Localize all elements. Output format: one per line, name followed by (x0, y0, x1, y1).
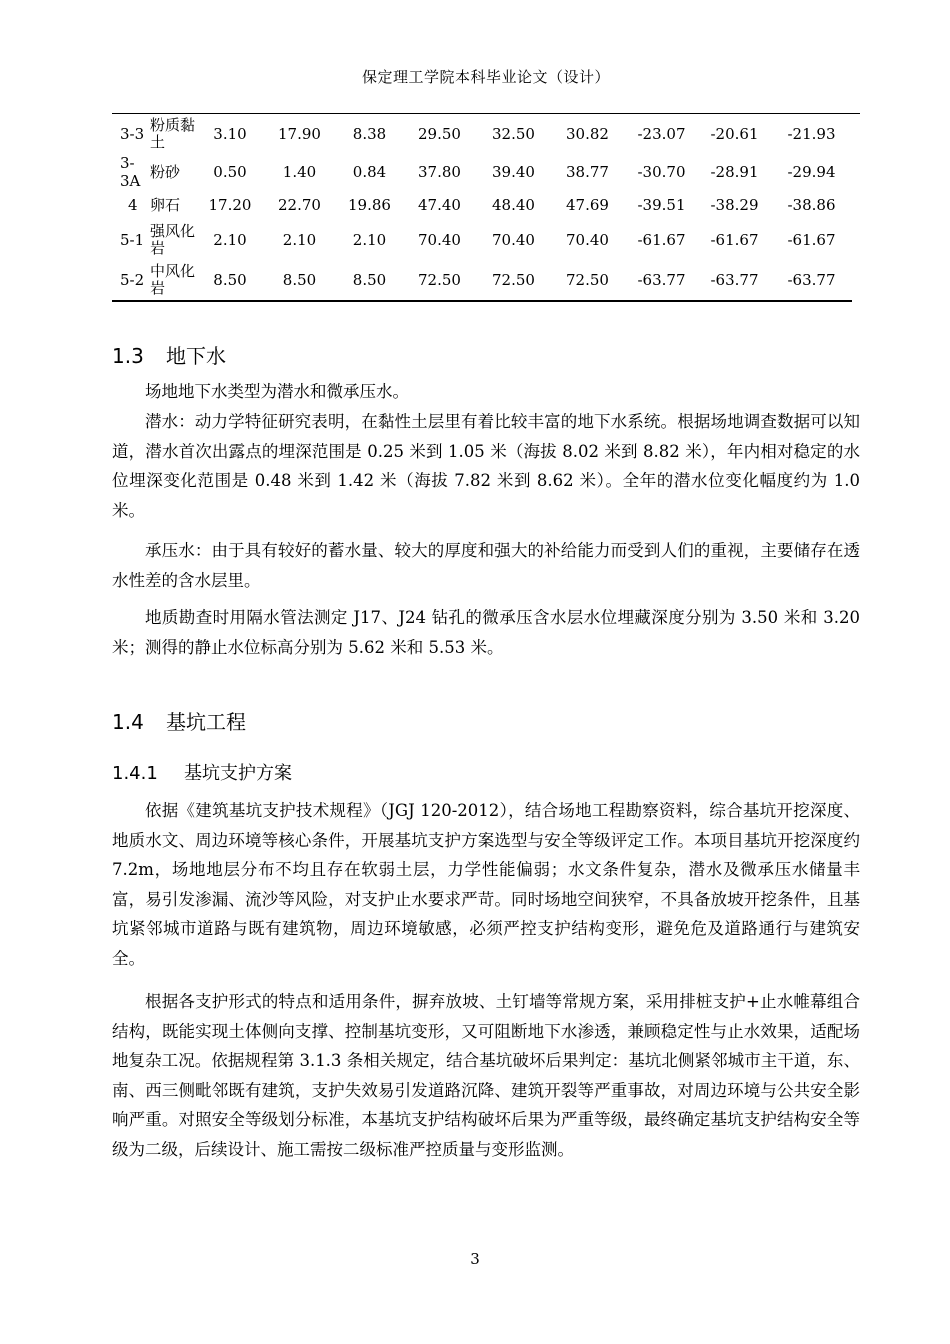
soil-layer-table-continued (112, 114, 852, 302)
cell: 48.40 (492, 196, 535, 214)
paragraph: 地质勘查时用隔水管法测定 J17、J24 钻孔的微承压含水层水位埋藏深度分别为 3.50 米和 3.20 米；测得的静止水位标高分别为 5.62 米和 5.53 米。 (112, 608, 860, 657)
table-row (112, 154, 852, 190)
cell: -30.70 (637, 163, 686, 181)
cell: -61.67 (787, 231, 836, 249)
section-heading-1-4-1 (112, 759, 292, 785)
cell: -29.94 (787, 163, 836, 181)
cell: -63.77 (625, 260, 698, 301)
cell: 2.10 (213, 231, 247, 249)
soil-layer-table (112, 114, 852, 302)
cell: 30.82 (566, 125, 609, 143)
cell: 8.50 (198, 260, 262, 301)
cell: 17.90 (278, 125, 321, 143)
cell: 17.20 (208, 196, 252, 214)
cell: -38.29 (710, 196, 759, 214)
cell: -28.91 (710, 163, 759, 181)
layer-id: 4 (128, 196, 138, 214)
section-number: 1.3 (112, 344, 144, 368)
cell: 39.40 (492, 163, 535, 181)
section-heading-1-4 (112, 706, 246, 735)
cell: 72.50 (477, 260, 550, 301)
soil-name: 强风化岩 (150, 222, 196, 257)
section-number: 1.4 (112, 710, 144, 734)
paragraph: 根据各支护形式的特点和适用条件，摒弃放坡、土钉墙等常规方案，采用排桩支护+止水帷幕组合结构，既能实现土体侧向支撑、控制基坑变形，又可阻断地下水渗透，兼顾稳定性与止水效果，适配场地复杂工况。依据规程第 3.1.3 条相关规定，结合基坑破坏后果判定：基坑北侧紧邻城市主干道，东、南、西三侧毗邻既有建筑，支护失效易引发道路沉降、建筑开裂等严重事故，对周边环境与公共安全影响严重。对照安全等级划分标准，本基坑支护结构破坏后果为严重等级，最终确定基坑支护结构安全等级为二级，后续设计、施工需按二级标准严控质量与变形监测。 (112, 992, 860, 1159)
cell: -21.93 (787, 125, 836, 143)
soil-name: 粉砂 (150, 162, 181, 181)
cell: 8.50 (337, 260, 402, 301)
cell: 3.10 (213, 125, 247, 143)
soil-name: 卵石 (150, 195, 181, 214)
cell: 72.50 (402, 260, 477, 301)
layer-id: 5-1 (120, 231, 145, 249)
cell: 2.10 (352, 231, 387, 249)
cell: 22.70 (278, 196, 321, 214)
cell: -63.77 (771, 260, 852, 301)
paragraph: 承压水：由于具有较好的蓄水量、较大的厚度和强大的补给能力而受到人们的重视，主要储存在透水性差的含水层里。 (112, 541, 860, 590)
cell: 8.50 (262, 260, 337, 301)
cell: 1.40 (282, 163, 317, 181)
page-header: 保定理工学院本科毕业论文（设计） (361, 68, 610, 86)
cell: 47.69 (566, 196, 609, 214)
cell: 72.50 (550, 260, 625, 301)
table-row (112, 220, 852, 260)
section-title: 基坑支护方案 (184, 763, 292, 784)
layer-id: 3-3A (120, 154, 141, 190)
paragraph: 依据《建筑基坑支护技术规程》（JGJ 120-2012），结合场地工程勘察资料，综合基坑开挖深度、地质水文、周边环境等核心条件，开展基坑支护方案选型与安全等级评定工作。本项目基坑开挖深度约 7.2m，场地地层分布不均且存在软弱土层，力学性能偏弱；水文条件复杂，潜水及微承压水储量丰富，易引发渗漏、流沙等风险，对支护止水要求严苛。同时场地空间狭窄，不具备放坡开挖条件，且基坑紧邻城市道路与既有建筑物，周边环境敏感，必须严控支护结构变形，避免危及道路通行与建筑安全。 (112, 801, 860, 968)
layer-id: 5-2 (112, 260, 150, 301)
layer-id: 3-3 (120, 125, 145, 143)
cell: 70.40 (566, 231, 609, 249)
soil-name: 中风化岩 (150, 260, 198, 301)
table-row (112, 190, 852, 220)
cell: -39.51 (637, 196, 686, 214)
paragraph: 场地地下水类型为潜水和微承压水。 (145, 382, 409, 401)
page-number: 3 (470, 1250, 480, 1268)
section-title: 地下水 (166, 344, 226, 368)
cell: 19.86 (348, 196, 391, 214)
cell: 38.77 (566, 163, 609, 181)
cell: 8.38 (352, 125, 387, 143)
cell: 0.84 (352, 163, 387, 181)
cell: 2.10 (282, 231, 317, 249)
cell: 47.40 (418, 196, 461, 214)
table-row (112, 260, 852, 301)
cell: 70.40 (418, 231, 461, 249)
soil-name: 粉质黏土 (150, 116, 196, 151)
cell: 37.80 (418, 163, 461, 181)
cell: -61.67 (637, 231, 686, 249)
section-title: 基坑工程 (166, 710, 246, 734)
paragraph: 潜水：动力学特征研究表明，在黏性土层里有着比较丰富的地下水系统。根据场地调查数据可以知道，潜水首次出露点的埋深范围是 0.25 米到 1.05 米（海拔 8.02 米到 8.82 米），年内相对稳定的水位埋深变化范围是 0.48 米到 1.42 米（海拔 7.82 米到 8.62 米）。全年的潜水位变化幅度约为 1.0 米。 (112, 412, 860, 520)
table-row (112, 114, 852, 154)
cell: 32.50 (492, 125, 535, 143)
cell: -38.86 (787, 196, 836, 214)
cell: 0.50 (213, 163, 247, 181)
section-heading-1-3 (112, 340, 226, 369)
section-number: 1.4.1 (112, 763, 158, 784)
cell: 29.50 (418, 125, 461, 143)
cell: -20.61 (710, 125, 759, 143)
cell: -63.77 (698, 260, 771, 301)
cell: -61.67 (710, 231, 759, 249)
cell: -23.07 (637, 125, 686, 143)
cell: 70.40 (492, 231, 535, 249)
